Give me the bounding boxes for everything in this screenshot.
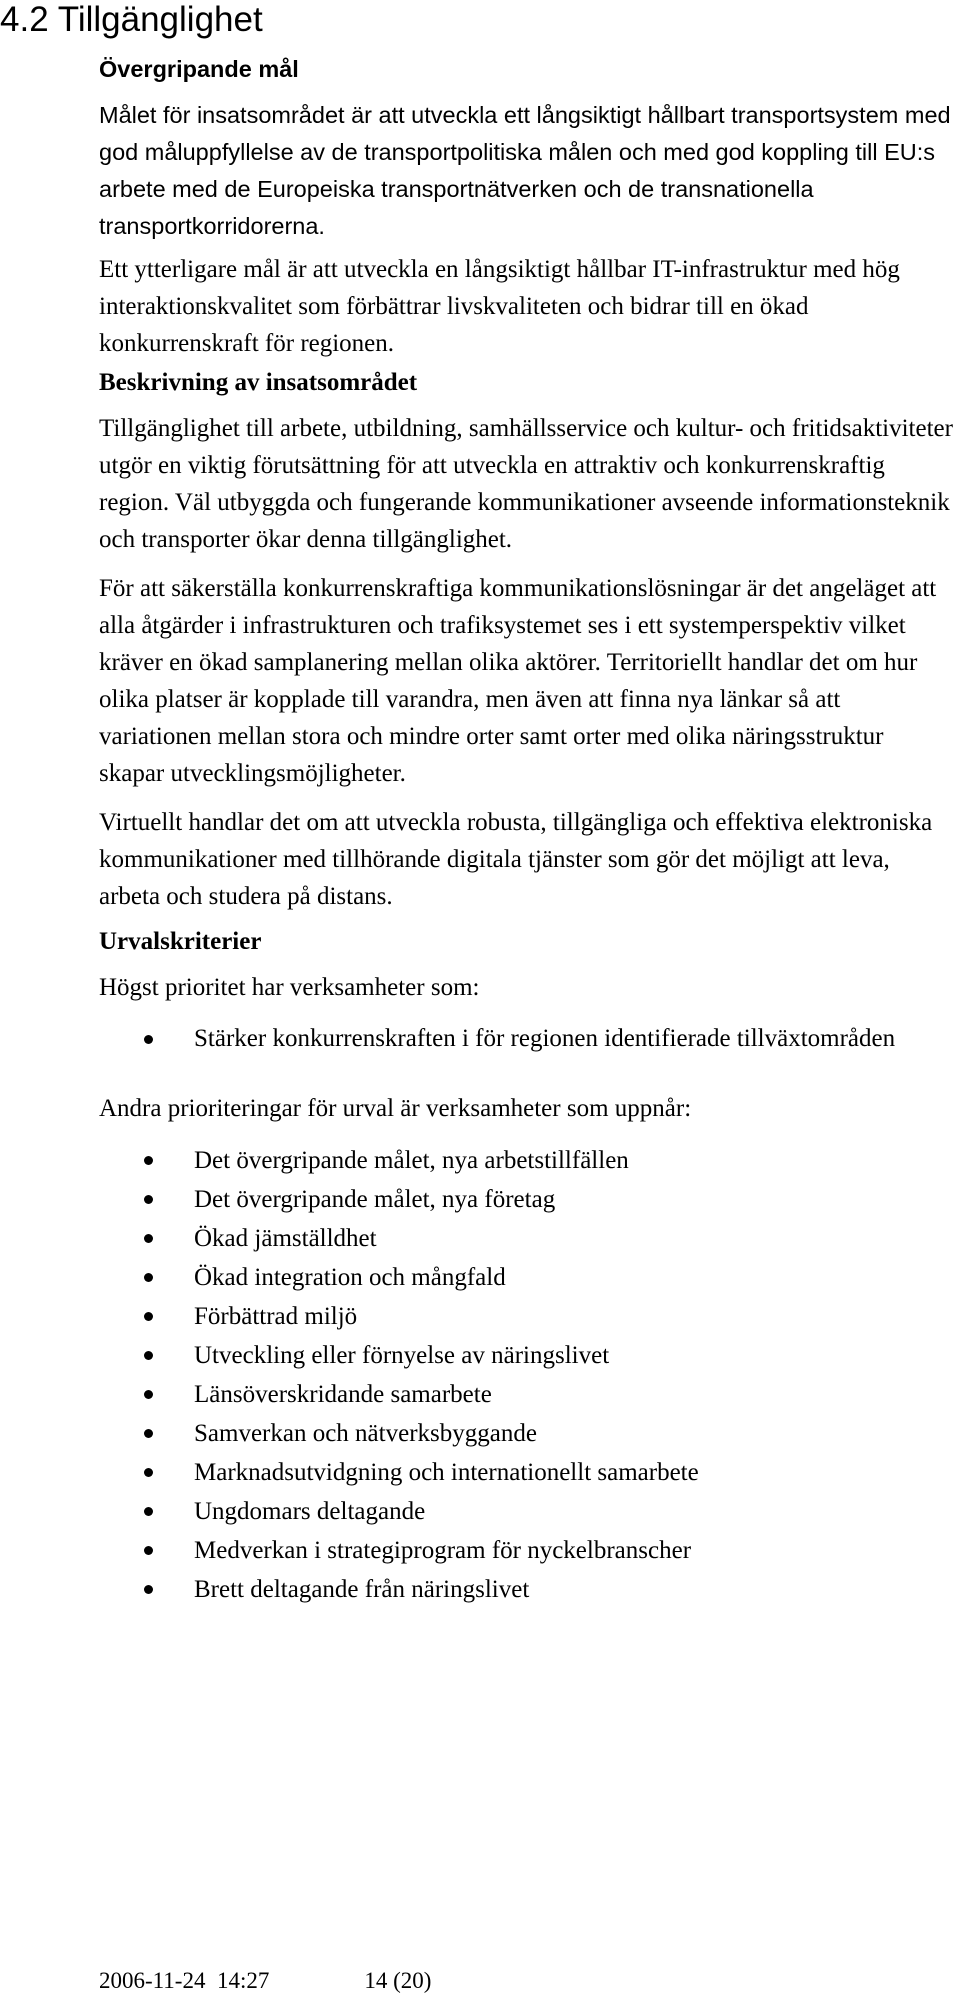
list-item: Ökad jämställdhet (99, 1219, 954, 1258)
goal-paragraph-2: Ett ytterligare mål är att utveckla en långsiktigt hållbar IT-infrastruktur med hög interaktionskvalitet som förbättrar livskvaliteten och bidrar till en ökad konkurrenskraft för regionen. (99, 256, 900, 357)
highest-priority-list (99, 1020, 954, 1057)
list-item: Stärker konkurrenskraften i för regionen identifierade tillväxtområden (99, 1020, 954, 1057)
criteria-heading: Urvalskriterier (99, 928, 262, 955)
list-item: Samverkan och nätverksbyggande (99, 1414, 954, 1453)
other-priority-list (99, 1141, 954, 1609)
footer-page-number: 14 (20) (364, 1968, 432, 1993)
criteria-other-intro: Andra prioriteringar för urval är verksamheter som uppnår: (99, 1095, 692, 1122)
list-item: Ungdomars deltagande (99, 1492, 954, 1531)
list-item: Brett deltagande från näringslivet (99, 1570, 954, 1609)
list-item: Utveckling eller förnyelse av näringslivet (99, 1336, 954, 1375)
list-item: Det övergripande målet, nya företag (99, 1180, 954, 1219)
criteria-highest-intro: Högst prioritet har verksamheter som: (99, 974, 480, 1001)
list-item: Förbättrad miljö (99, 1297, 954, 1336)
list-item: Marknadsutvidgning och internationellt samarbete (99, 1453, 954, 1492)
document-body (99, 50, 954, 1609)
description-paragraph-3: Virtuellt handlar det om att utveckla robusta, tillgängliga och effektiva elektroniska kommunikationer med tillhörande digitala tjänster som gör det möjligt att leva, arbeta och studera på distans. (99, 809, 933, 910)
goal-paragraph-1: Målet för insatsområdet är att utveckla ett långsiktigt hållbart transportsystem med god måluppfyllelse av de transportpolitiska målen och med god koppling till EU:s arbete med de Europeiska transportnätverken och de transnationella transportkorridorerna. (99, 102, 951, 239)
description-paragraph-1: Tillgänglighet till arbete, utbildning, samhällsservice och kultur- och fritidsaktiviteter utgör en viktig förutsättning för att utveckla en attraktiv och konkurrenskraftig region. Väl utbyggda och fungerande kommunikationer avseende informationsteknik och transporter ökar denna tillgänglighet. (99, 415, 953, 553)
section-title: 4.2 Tillgänglighet (0, 0, 263, 39)
description-heading: Beskrivning av insatsområdet (99, 369, 418, 396)
page-footer (99, 1968, 431, 1994)
description-paragraph-2: För att säkerställa konkurrenskraftiga kommunikationslösningar är det angeläget att alla åtgärder i infrastrukturen och trafiksystemet ses i ett systemperspektiv vilket kräver en ökad samplanering mellan olika aktörer. Territoriellt handlar det om hur olika platser är kopplade till varandra, men även att finna nya länkar så att variationen mellan stora och mindre orter samt orter med olika näringsstruktur skapar utvecklingsmöjligheter. (99, 575, 937, 787)
footer-datetime: 2006-11-24 14:27 (99, 1968, 270, 1993)
list-item: Länsöverskridande samarbete (99, 1375, 954, 1414)
list-item: Medverkan i strategiprogram för nyckelbranscher (99, 1531, 954, 1570)
goal-heading: Övergripande mål (99, 56, 299, 82)
list-item: Ökad integration och mångfald (99, 1258, 954, 1297)
list-item: Det övergripande målet, nya arbetstillfällen (99, 1141, 954, 1180)
